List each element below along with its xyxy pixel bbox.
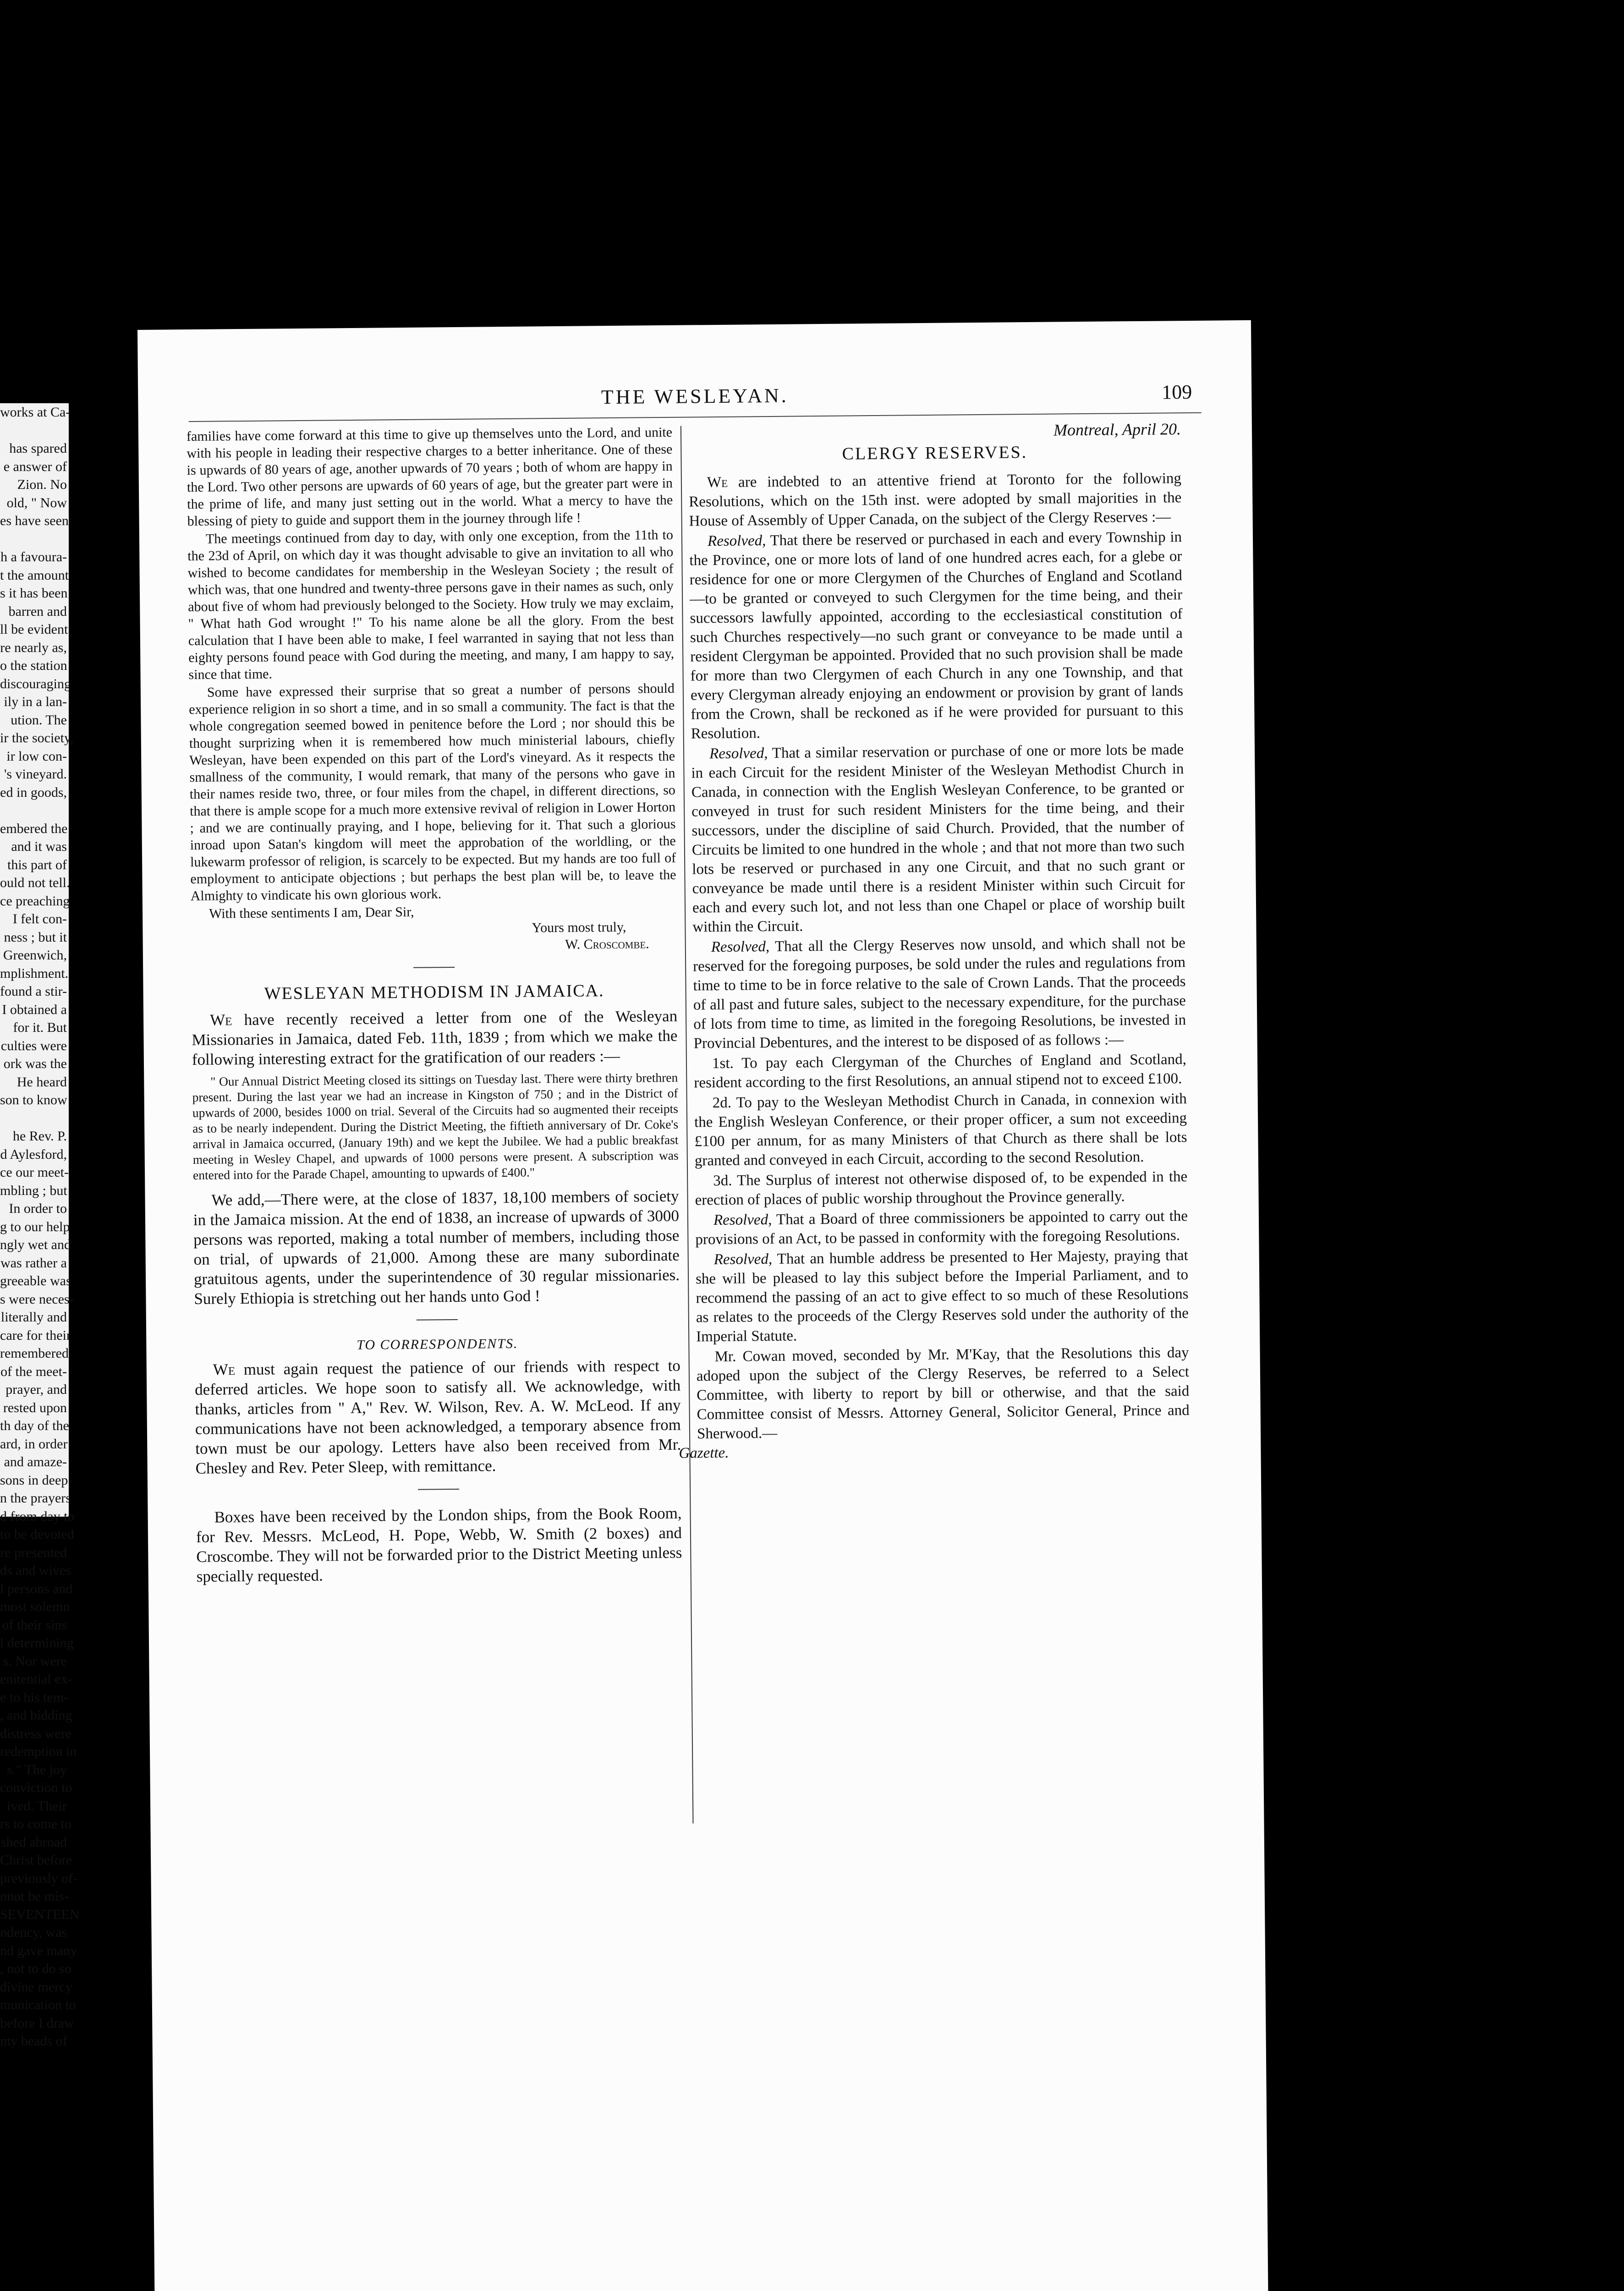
source-credit: Gazette.	[679, 1444, 729, 1462]
fragment-line: son to know	[0, 1092, 67, 1107]
resolution-text: That a similar reservation or purchase of one or more lots be made in each Circuit for the resident Minister of the Wesleyan Methodist Church in Canada, in connection with the English Wesleyan Conference, to be granted or conveyed in trust for such resident Ministers for the time being, and their successors, under the discipline of said Church. Provided, that the number of Circuits be limited to one hundred in the whole ; and that not more than two such lots be reserved or purchased in any one Circuit, and that no such grant or conveyance be made until there is a resident Minister within such Circuit for each and every such lot, and not less than one Chapel or place of worship built within the Circuit.	[691, 741, 1185, 936]
fragment-line: rs to come to	[0, 1816, 71, 1831]
fragment-line: nty beads of	[0, 2033, 67, 2049]
notice-body: must again request the patience of our friends with respect to deferred articles. We hope soon to satisfy all. We acknowledge, with thanks, articles from " A," Rev. W. Wilson, Rev. A. W. McLeod. If any communications have not been acknowledged, a temporary absence from town must be our apology. Letters have also been received from Mr. Chesley and Rev. Peter Sleep, with remittance.	[195, 1356, 681, 1477]
fragment-line: s. Nor were	[3, 1653, 67, 1669]
letter-continuation	[187, 424, 677, 956]
fragment-line: th day of the	[0, 1418, 69, 1433]
fragment-line: I obtained a	[2, 1002, 67, 1017]
fragment-line: , and bidding	[0, 1708, 72, 1723]
article-intro	[192, 1006, 678, 1069]
fragment-line: , not to do so	[0, 1961, 71, 1976]
fragment-line: e answer of	[3, 459, 67, 474]
lead-word: We	[213, 1360, 236, 1379]
fragment-line: g to our help	[0, 1219, 70, 1234]
fragment-line: s." The joy	[7, 1762, 67, 1777]
resolution-text: That there be reserved or purchased in each and every Township in the Province, one or more lots of land of one hundred acres each, for a glebe or residence for one or more Clergymen of the Churches of England and Scotland—to be granted or conveyed to such Clergymen for the time being, and their successors lawfully appointed, according to the ecclesiastical constitution of such Churches respectively—no such grant or conveyance to be made until a resident Clergyman be appointed. Provided that no such provision shall be made for more than two Clergymen of each Church in any one Township, and that every Clergyman already enjoying an endowment or provision by grant of lands from the Crown, shall be reckoned as if he were provided for pursuant to this Resolution.	[689, 529, 1184, 742]
fragment-line: re presented	[0, 1545, 67, 1560]
letter-paragraph: The meetings continued from day to day, with only one exception, from the 11th to the 23d of April, on which day it was thought advisable to give an invitation to all who wished to become candidates for membership in the Wesleyan Society ; the result of which was, that one hundred and twenty-three persons gave in their names as such, only about five of whom had previously belonged to the Society. How truly we may exclaim, " What hath God wrought !" To his name alone be all the glory. From the best calculation that I have been able to make, I feel warranted in saying that not less than eighty persons found peace with God during the meeting, and many, I am happy to say, since that time.	[187, 527, 675, 683]
lead-word: We	[209, 1011, 232, 1029]
fragment-line: conviction to	[0, 1780, 72, 1795]
dateline: Montreal, April 20.	[1053, 420, 1181, 439]
fragment-line: mplishment.	[0, 965, 69, 981]
fragment-line: ngly wet and	[0, 1237, 71, 1252]
letter-paragraph: families have come forward at this time to give up themselves unto the Lord, and unite with his people in leading their respective charges to a better inheritance. One of these is upwards of 80 years of age, another upwards of 70 years ; both of whom are happy in the Lord. Two other persons are upwards of 60 years of age, but the greater part were in the prime of life, and many just setting out in the world. What a mercy to have the blessing of piety to guide and support them in the journey through life !	[186, 424, 673, 529]
page-number: 109	[1162, 380, 1192, 404]
resolution-label: Resolved,	[711, 938, 770, 956]
closing-motion	[679, 1343, 1190, 1463]
fragment-line: Christ before	[0, 1853, 72, 1868]
signature-name: W. Croscombe.	[565, 936, 649, 952]
fragment-line: ds and wives	[0, 1563, 71, 1578]
notice-heading: TO CORRESPONDENTS.	[357, 1336, 518, 1353]
fragment-line: to be devoted	[0, 1527, 74, 1542]
fragment-line: remembered	[0, 1346, 69, 1361]
resolution	[695, 1206, 1188, 1249]
section-rule	[417, 1319, 458, 1321]
notice-text	[195, 1356, 681, 1478]
fragment-line: was rather a	[0, 1255, 67, 1271]
section-rule	[413, 967, 455, 968]
running-title: THE WESLEYAN.	[601, 384, 789, 409]
fragment-line: n the prayers	[0, 1491, 71, 1506]
fragment-line: of their sins	[2, 1617, 67, 1633]
fragment-line: divine mercy	[0, 1979, 72, 1995]
fragment-line: I felt con-	[12, 911, 67, 926]
fragment-line: culties were	[0, 1038, 67, 1053]
fragment-line: ily in a lan-	[4, 694, 67, 709]
fragment-line: ndency, was	[0, 1925, 67, 1940]
intro-text: have recently received a letter from one of the Wesleyan Missionaries in Jamaica, dated Feb. 11th, 1839 ; from which we make the following interesting extract for the gratification of our readers :—	[192, 1007, 678, 1069]
fragment-line: most solemn	[0, 1599, 70, 1614]
fragment-line	[0, 530, 69, 548]
fragment-line: re nearly as,	[0, 640, 67, 655]
resolution	[696, 1246, 1189, 1346]
quoted-extract: " Our Annual District Meeting closed its sittings on Tuesday last. There were thirty brethren present. During the last year we had an increase in Kingston of 750 ; and in the District of upwards of 2000, besides 1000 on trial. Several of the Circuits had so augmented their receipts as to be nearly independent. During the District Meeting, the fiftieth anniversary of Dr. Coke's arrival in Jamaica occurred, (January 19th) and we kept the Jubilee. We had a public breakfast meeting in Wesley Chapel, and upwards of 1000 persons were present. A subscription was entered into for the Parade Chapel, amounting to upwards of £400."	[192, 1070, 679, 1183]
fragment-line	[0, 422, 69, 440]
fragment-line: barren and	[8, 603, 67, 619]
fragment-line: enitential ex-	[0, 1672, 72, 1687]
fragment-line: greeable was	[0, 1273, 71, 1288]
fragment-line: before I draw	[0, 2015, 74, 2031]
article-heading: CLERGY RESERVES.	[842, 443, 1028, 464]
fragment-line: In order to	[9, 1201, 67, 1216]
fragment-line: previously of-	[0, 1870, 78, 1886]
fragment-line: nd gave many	[0, 1943, 77, 1958]
fragment-line: ness ; but it	[4, 929, 67, 945]
fragment-line: munication to	[0, 1997, 76, 2012]
fragment-line: h a favoura-	[0, 549, 67, 565]
fragment-line: prayer, and	[5, 1382, 67, 1397]
fragment-line: sons in deep	[0, 1472, 68, 1488]
article-intro	[689, 469, 1182, 531]
fragment-line: ir low con-	[6, 748, 67, 764]
facing-page-fragment	[0, 403, 80, 2049]
fragment-line	[0, 1109, 69, 1128]
fragment-line: ution. The	[11, 712, 67, 728]
fragment-line: e to his tem-	[0, 1689, 69, 1705]
fragment-line: found a stir-	[0, 984, 67, 999]
fragment-line: d from day to	[0, 1508, 75, 1524]
fragment-line: and it was	[11, 839, 67, 854]
numbered-item: 2d. To pay to the Wesleyan Methodist Church in Canada, in connexion with the English Wesleyan Conference, or their proper officer, a sum not exceeding £100 per annum, for as many Ministers of that Church as there shall be lots granted and conveyed in each Circuit, according to the second Resolution.	[694, 1091, 1187, 1169]
fragment-line: ork was the	[3, 1056, 67, 1071]
right-column	[679, 419, 1197, 2291]
resolution-label: Resolved,	[713, 1250, 773, 1268]
fragment-line: works at Ca-	[0, 405, 71, 420]
section-rule	[418, 1489, 459, 1490]
fragment-line: Greenwich,	[3, 948, 67, 963]
fragment-line: discouraging	[0, 676, 71, 691]
resolution-text: That an humble address be presented to Her Majesty, praying that she will be pleased to lay this subject before the Imperial Parliament, and to recommend the passing of an act to give effect to so much of these Resolutions as relates to the proceeds of the Clergy Reserves sold under the authority of the Imperial Statute.	[695, 1247, 1189, 1345]
fragment-line: s were neces-	[0, 1291, 74, 1307]
fragment-line: for it. But	[13, 1020, 67, 1035]
fragment-line: embered the	[0, 821, 68, 836]
fragment-line: SEVENTEEN	[0, 1907, 80, 1922]
fragment-line: care for their	[0, 1327, 71, 1343]
correspondents-notice	[194, 1334, 681, 1478]
fragment-line: shed abroad	[0, 1834, 67, 1850]
resolution-label: Resolved,	[709, 745, 768, 762]
fragment-line: this part of	[7, 857, 67, 872]
fragment-line: he Rev. P.	[12, 1129, 67, 1144]
fragment-line: l determining	[0, 1635, 74, 1650]
fragment-line: 's vineyard.	[4, 767, 67, 782]
numbered-item: 3d. The Surplus of interest not otherwise disposed of, to be expended in the erection of places of public worship throughout the Province generally.	[695, 1168, 1188, 1209]
fragment-line: ce our meet-	[0, 1165, 69, 1180]
fragment-line: o the station	[0, 658, 67, 673]
numbered-item: 1st. To pay each Clergyman of the Churches of England and Scotland, resident according to the first Resolutions, an annual stipend not to exceed £100.	[694, 1051, 1187, 1091]
resolution	[691, 740, 1185, 937]
resolution-label: Resolved,	[713, 1211, 772, 1229]
jamaica-article	[191, 981, 680, 1309]
fragment-line	[0, 801, 69, 820]
fragment-line: ll be evident	[0, 622, 68, 637]
fragment-line: ived. Their	[6, 1798, 67, 1814]
fragment-line: old, " Now	[6, 495, 67, 510]
fragment-line: distress were	[0, 1726, 71, 1741]
page-header	[138, 380, 1251, 417]
fragment-line: rested upon	[3, 1400, 67, 1415]
lead-word: We	[707, 474, 728, 491]
resolution	[689, 527, 1184, 743]
fragment-line: ed in goods,	[0, 784, 67, 800]
resolution	[693, 933, 1186, 1053]
fragment-line: redemption in	[0, 1744, 77, 1759]
signature-line: Yours most truly,	[532, 919, 626, 936]
fragment-line: of the meet-	[0, 1364, 67, 1379]
fragment-line: es have seen	[0, 513, 69, 528]
letter-close: With these sentiments I am, Dear Sir,	[208, 904, 414, 921]
fragment-line: literally and	[0, 1310, 67, 1325]
letter-paragraph: Some have expressed their surprise that so great a number of persons should experience religion in so short a time, and in so small a community. The fact is that the whole congregation seemed bowed in penitence before the Lord ; nor should this be thought surprizing when it is remembered how much ministerial labours, chiefly Wesleyan, have been expended on this part of the Lord's vineyard. As it respects the smallness of the community, I would remark, that many of the persons who gave in their names reside two, three, or four miles from the chapel, in different directions, so that there is ample scope for a much more extensive revival of religion in Lower Horton ; and we are continually praying, and I hope, believing for it. That such a glorious inroad upon Satan's kingdom will meet the approbation of the worldling, or the lukewarm professor of religion, is scarcely to be expected. But my hands are too full of employment to anticipate objections ; but perhaps the best plan will be, to leave the Almighty to vindicate his own glorious work.	[189, 680, 676, 904]
fragment-line: nnot be mis-	[0, 1889, 69, 1904]
fragment-line: ir the society,	[0, 730, 74, 745]
resolution-label: Resolved,	[707, 532, 766, 550]
fragment-line: and amaze-	[4, 1454, 67, 1469]
motion-text: Mr. Cowan moved, seconded by Mr. M'Kay, that the Resolutions this day adoped upon the subject of the Clergy Reserves, be referred to a Select Committee, with liberty to report by bill or otherwise, and that the said Committee consist of Messrs. Attorney General, Solicitor General, Prince and Sherwood.—	[696, 1344, 1190, 1442]
intro-text: are indebted to an attentive friend at Toronto for the following Resolutions, which on the 15th inst. were adopted by small majorities in the House of Assembly of Upper Canada, on the subject of the Clergy Reserves :—	[689, 470, 1182, 530]
fragment-line: He heard	[16, 1074, 67, 1090]
boxes-notice: Boxes have been received by the London ships, from the Book Room, for Rev. Messrs. McLeod, H. Pope, Webb, W. Smith (2 boxes) and Croscombe. They will not be forwarded prior to the District Meeting unless specially requested.	[196, 1504, 682, 1585]
fragment-line: Zion. No	[17, 477, 67, 492]
resolution-text: That a Board of three commissioners be appointed to carry out the provisions of an Act, to be passed in conformity with the foregoing Resolutions.	[695, 1208, 1188, 1248]
article-heading: WESLEYAN METHODISM IN JAMAICA.	[264, 981, 604, 1003]
fragment-line: mbling ; but	[0, 1183, 67, 1198]
left-column	[187, 424, 689, 2291]
fragment-line: has spared	[9, 441, 67, 456]
article-addendum: We add,—There were, at the close of 1837, 18,100 members of society in the Jamaica mission. At the end of 1838, an increase of upwards of 3000 persons was reported, making a total number of members, including those on trial, of upwards of 21,000. Among these are many subordinate gratuitous agents, under the superintendence of 30 regular missionaries. Surely Ethiopia is stretching out her hands unto God !	[193, 1187, 680, 1308]
fragment-line: ard, in order	[0, 1436, 68, 1452]
resolution-text: That all the Clergy Reserves now unsold, and which shall not be reserved for the foregoing purposes, be sold under the rules and regulations from time to time to be in force relative to the sale of Crown Lands. That the proceeds of all past and future sales, subject to the necessary expenditure, for the purchase of lots from time to time, as limited in the foregoing Resolutions, be invested in Provincial Debentures, and the interest to be disposed of as follows :—	[693, 935, 1186, 1052]
fragment-line: t the amount	[0, 567, 69, 583]
fragment-line: ould not tell.	[0, 875, 70, 890]
fragment-line: d Aylesford,	[0, 1146, 67, 1162]
fragment-line: l persons and	[0, 1581, 73, 1596]
newspaper-page	[137, 320, 1268, 2291]
fragment-line: s it has been	[0, 586, 68, 601]
fragment-line: ce preaching	[0, 893, 70, 909]
